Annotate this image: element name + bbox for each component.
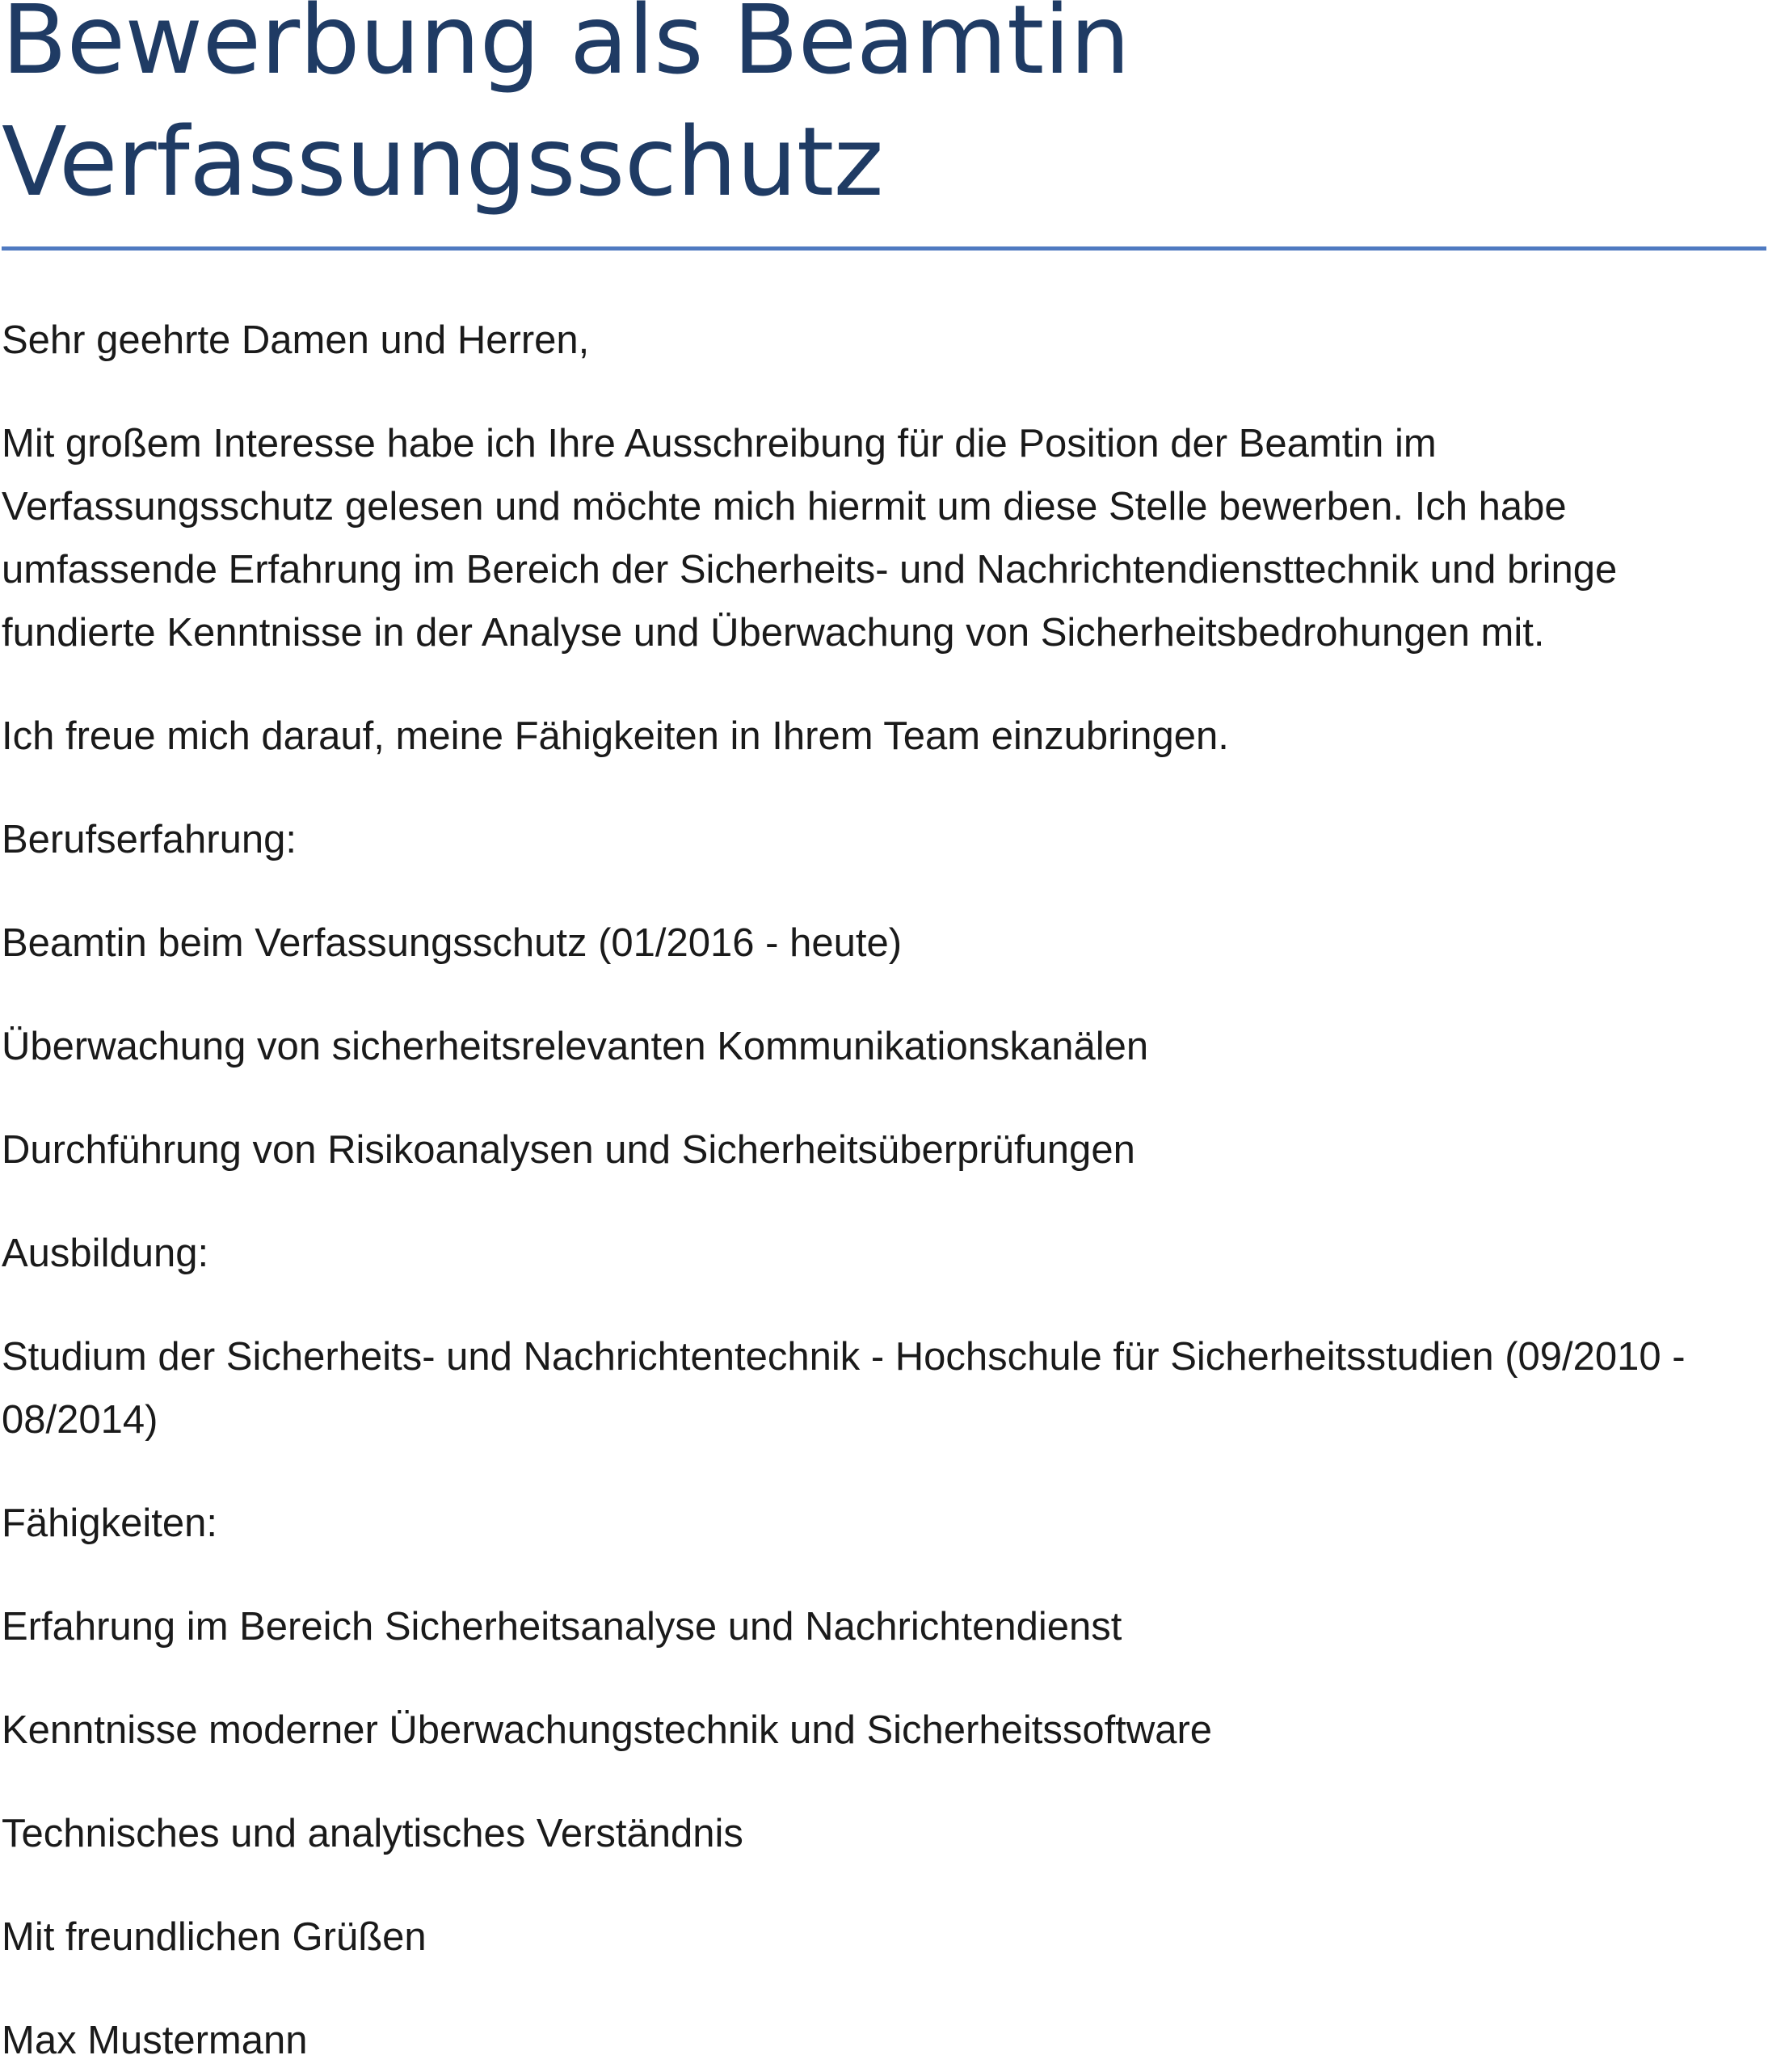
title-divider — [2, 246, 1766, 251]
experience-item: Durchführung von Risikoanalysen und Sicherheitsüberprüfungen — [2, 1128, 1135, 1172]
signature-name: Max Mustermann — [2, 2019, 308, 2062]
document-title — [2, 0, 1763, 223]
education-line: 08/2014) — [2, 1398, 158, 1442]
education-item — [2, 1325, 1763, 1451]
intro-line: Mit großem Interesse habe ich Ihre Ausschreibung für die Position der Beamtin im — [2, 422, 1437, 465]
skill-item: Kenntnisse moderner Überwachungstechnik und Sicherheitssoftware — [2, 1708, 1213, 1752]
intro-paragraph — [2, 412, 1763, 664]
education-heading: Ausbildung: — [2, 1232, 209, 1275]
experience-heading: Berufserfahrung: — [2, 818, 297, 861]
experience-item: Beamtin beim Verfassungsschutz (01/2016 - heute) — [2, 921, 903, 965]
title-line-2: Verfassungsschutz — [2, 106, 884, 217]
skill-item: Technisches und analytisches Verständnis — [2, 1812, 743, 1855]
salutation: Sehr geehrte Damen und Herren, — [2, 318, 590, 362]
closing-intro: Ich freue mich darauf, meine Fähigkeiten in Ihrem Team einzubringen. — [2, 714, 1229, 758]
title-line-1: Bewerbung als Beamtin — [2, 0, 1130, 95]
intro-line: umfassende Erfahrung im Bereich der Sicherheits- und Nachrichtendiensttechnik und bringe — [2, 548, 1618, 592]
intro-line: Verfassungsschutz gelesen und möchte mich hiermit um diese Stelle bewerben. Ich habe — [2, 485, 1567, 529]
intro-line: fundierte Kenntnisse in der Analyse und Überwachung von Sicherheitsbedrohungen mit. — [2, 611, 1545, 655]
experience-item: Überwachung von sicherheitsrelevanten Kommunikationskanälen — [2, 1025, 1149, 1068]
skill-item: Erfahrung im Bereich Sicherheitsanalyse und Nachrichtendienst — [2, 1605, 1122, 1649]
education-line: Studium der Sicherheits- und Nachrichtentechnik - Hochschule für Sicherheitsstudien (09/2010 - — [2, 1335, 1686, 1379]
skills-heading: Fähigkeiten: — [2, 1501, 217, 1545]
signoff: Mit freundlichen Grüßen — [2, 1915, 427, 1959]
letter-body — [2, 309, 1763, 2072]
